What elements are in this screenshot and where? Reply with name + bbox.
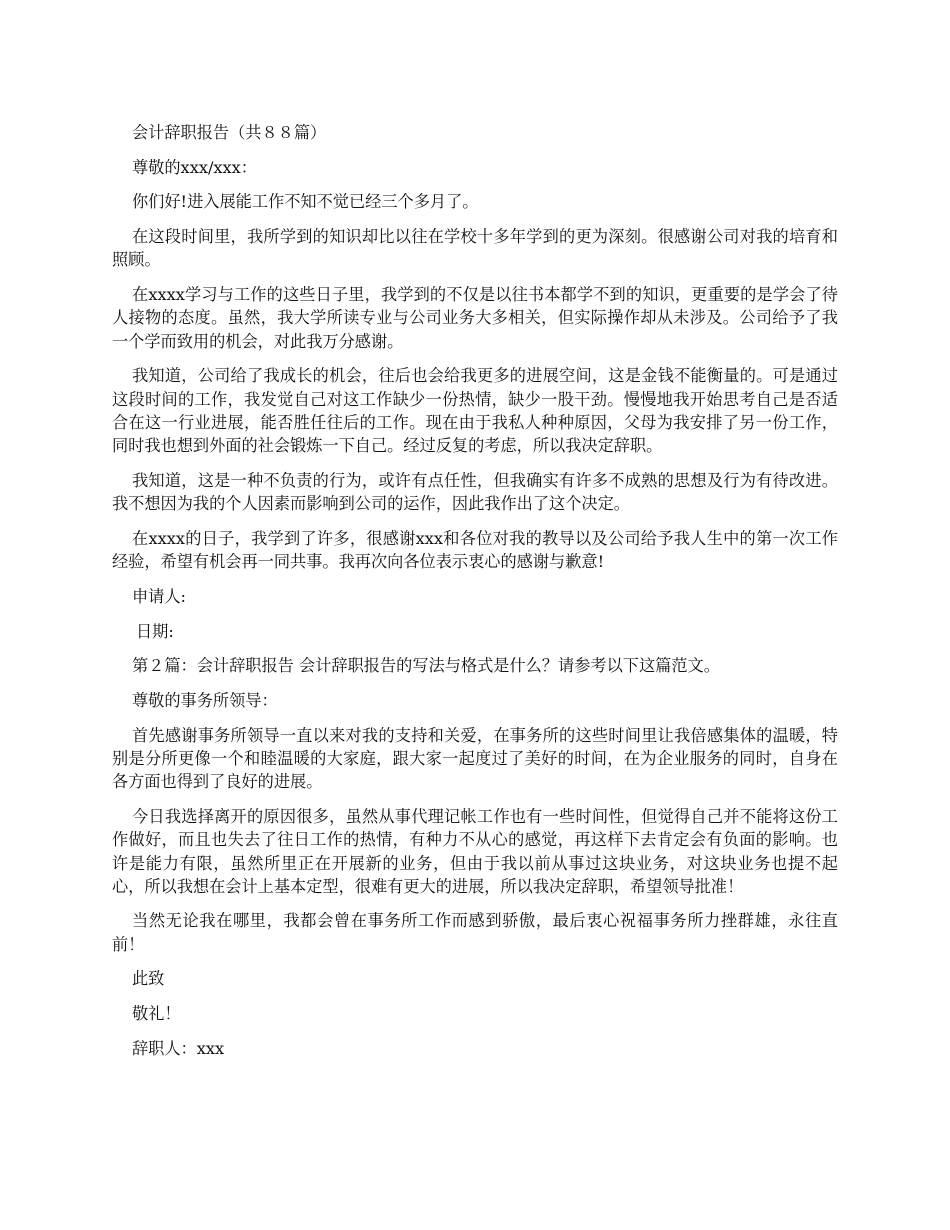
closing-line: 此致 bbox=[132, 969, 165, 989]
body-paragraph: 今日我选择离开的原因很多，虽然从事代理记帐工作也有一些时间性，但觉得自己并不能将这份工作做好，而且也失去了往日工作的热情，有种力不从心的感觉，再这样下去肯定会有负面的影响。也许是能力有限，虽然所里正在开展新的业务，但由于我以前从事过这块业务，对这块业务也提不起心，所以我想在会计上基本定型，很难有更大的进展，所以我决定辞职，希望领导批准！ bbox=[112, 806, 838, 896]
section-heading: 第２篇：会计辞职报告 会计辞职报告的写法与格式是什么？请参考以下这篇范文。 bbox=[132, 656, 720, 676]
closing-regards: 敬礼！ bbox=[132, 1004, 181, 1024]
signature-line: 辞职人：xxx bbox=[132, 1038, 225, 1058]
body-paragraph: 首先感谢事务所领导一直以来对我的支持和关爱，在事务所的这些时间里让我倍感集体的温暖，特别是分所更像一个和睦温暖的大家庭，跟大家一起度过了美好的时间，在为企业服务的同时，自身在各方面也得到了良好的进展。 bbox=[112, 725, 838, 792]
document-title: 会计辞职报告（共８８篇） bbox=[132, 123, 327, 142]
body-paragraph: 当然无论我在哪里，我都会曾在事务所工作而感到骄傲，最后衷心祝福事务所力挫群雄，永往直前！ bbox=[112, 911, 838, 954]
body-paragraph: 在xxxx的日子，我学到了许多，很感谢xxx和各位对我的教导以及公司给予我人生中的第一次工作经验，希望有机会再一同共事。我再次向各位表示衷心的感谢与歉意! bbox=[112, 528, 838, 572]
salutation: 尊敬的事务所领导： bbox=[132, 690, 278, 710]
body-paragraph: 在这段时间里，我所学到的知识却比以往在学校十多年学到的更为深刻。很感谢公司对我的培育和照顾。 bbox=[112, 227, 838, 270]
applicant-line: 申请人: bbox=[132, 586, 187, 606]
body-paragraph: 在xxxx学习与工作的这些日子里，我学到的不仅是以往书本都学不到的知识，更重要的是学会了待人接物的态度。虽然，我大学所读专业与公司业务大多相关，但实际操作却从未涉及。公司给予了我一个学而致用的机会，对此我万分感谢。 bbox=[112, 285, 838, 351]
date-line: 日期: bbox=[136, 621, 174, 641]
greeting-paragraph: 你们好!进入展能工作不知不觉已经三个多月了。 bbox=[132, 192, 479, 212]
body-paragraph: 我知道，这是一种不负责的行为，或许有点任性，但我确实有许多不成熟的思想及行为有待改进。我不想因为我的个人因素而影响到公司的运作，因此我作出了这个决定。 bbox=[112, 470, 838, 514]
salutation: 尊敬的xxx/xxx： bbox=[132, 157, 257, 177]
document-page bbox=[112, 121, 838, 1072]
body-paragraph: 我知道，公司给了我成长的机会，往后也会给我更多的进展空间，这是金钱不能衡量的。可是通过这段时间的工作，我发觉自己对这工作缺少一份热情，缺少一股干劲。慢慢地我开始思考自己是否适合在这一行业进展，能否胜任往后的工作。现在由于我私人种种原因，父母为我安排了另一份工作，同时我也想到外面的社会锻炼一下自己。经过反复的考虑，所以我决定辞职。 bbox=[112, 366, 838, 456]
